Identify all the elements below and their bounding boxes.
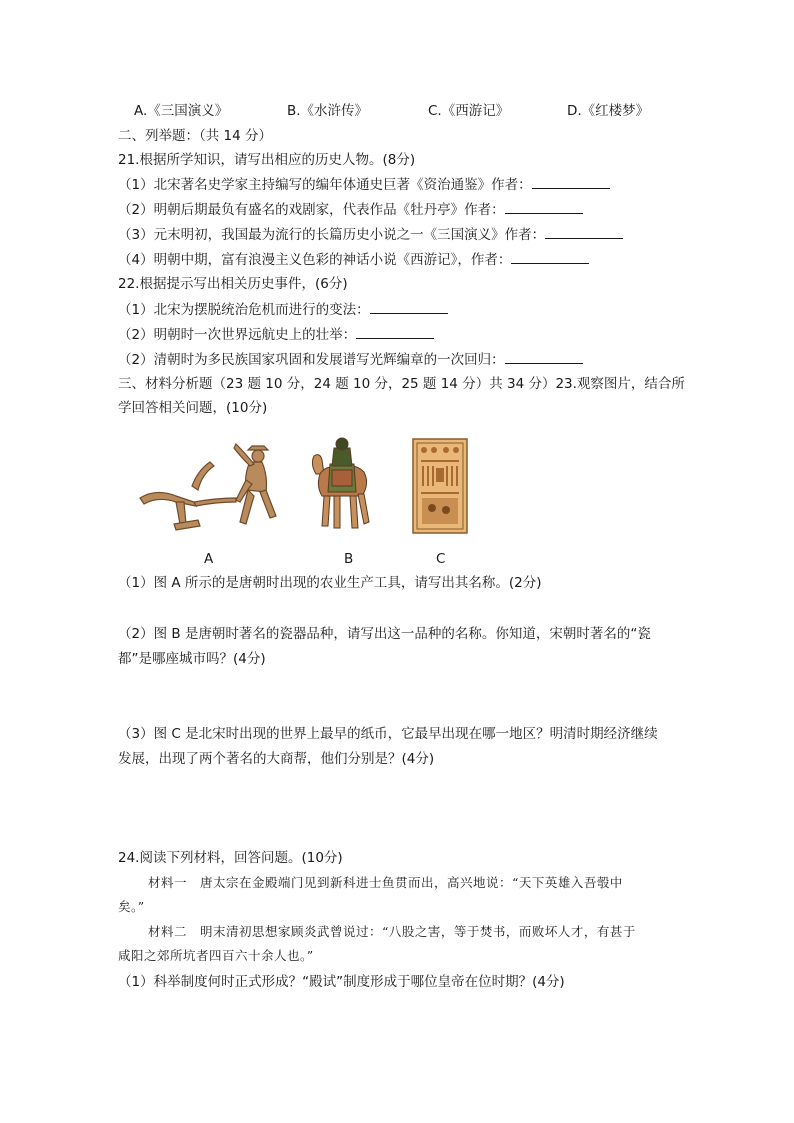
material-1-cont: 矣。”: [118, 899, 145, 914]
answer-blank[interactable]: [545, 224, 623, 239]
q23-part-1: （1）图 A 所示的是唐朝时出现的农业生产工具，请写出其名称。(2分): [118, 575, 542, 591]
option-a: A.《三国演义》: [134, 103, 229, 119]
section2-heading: 二、列举题：（共 14 分）: [118, 128, 273, 144]
material-2: 材料二 明末清初思想家顾炎武曾说过：“八股之害，等于焚书，而败坏人才，有甚于: [148, 924, 636, 939]
q23-part-2: （2）图 B 是唐朝时著名的瓷器品种，请写出这一品种的名称。你知道，宋朝时著名的“瓷: [118, 626, 651, 642]
answer-blank[interactable]: [505, 349, 583, 364]
q21-item-1: （1）北宋著名史学家主持编写的编年体通史巨著《资治通鉴》作者：: [118, 174, 610, 195]
answer-blank[interactable]: [511, 249, 589, 264]
answer-blank[interactable]: [532, 174, 610, 189]
q23-part-2-cont: 都”是哪座城市吗？(4分): [118, 651, 266, 667]
q22-item-2: （2）明朝时一次世界远航史上的壮举：: [118, 324, 434, 345]
q23-part-3-cont: 发展，出现了两个著名的大商帮，他们分别是？(4分): [118, 751, 435, 767]
q22-item-1: （1）北宋为摆脱统治危机而进行的变法：: [118, 299, 448, 320]
q21-item-4: （4）明朝中期，富有浪漫主义色彩的神话小说《西游记》，作者：: [118, 249, 589, 270]
material-1: 材料一 唐太宗在金殿端门见到新科进士鱼贯而出，高兴地说：“天下英雄入吾彀中: [148, 875, 623, 890]
q24-part-1: （1）科举制度何时正式形成？“殿试”制度形成于哪位皇帝在位时期？(4分): [118, 974, 565, 990]
q22-title: 22.根据提示写出相关历史事件，(6分): [118, 276, 348, 292]
answer-blank[interactable]: [356, 324, 434, 339]
answer-blank[interactable]: [505, 199, 583, 214]
q22-item-3: （2）清朝时为多民族国家巩固和发展谱写光辉编章的一次回归：: [118, 349, 583, 370]
material-2-cont: 咸阳之郊所坑者四百六十余人也。”: [118, 948, 314, 963]
section3-heading-cont: 学回答相关问题，(10分): [118, 400, 268, 416]
option-b: B.《水浒传》: [287, 103, 369, 119]
jiaozi-banknote-icon: [412, 438, 468, 534]
section3-heading: 三、材料分析题（23 题 10 分，24 题 10 分，25 题 14 分）共 34 分）23.观察图片，结合所: [118, 376, 685, 392]
caption-a: A: [204, 551, 214, 567]
option-d: D.《红楼梦》: [567, 103, 650, 119]
option-c: C.《西游记》: [428, 103, 510, 119]
q21-item-2: （2）明朝后期最负有盛名的戏剧家，代表作品《牡丹亭》作者：: [118, 199, 583, 220]
answer-blank[interactable]: [370, 299, 448, 314]
q24-title: 24.阅读下列材料，回答问题。(10分): [118, 850, 343, 866]
caption-c: C: [436, 551, 446, 567]
caption-b: B: [344, 551, 354, 567]
q23-part-3: （3）图 C 是北宋时出现的世界上最早的纸币，它最早出现在哪一地区？明清时期经济继续: [118, 726, 658, 742]
tang-tricolor-camel-icon: [306, 434, 376, 534]
q21-title: 21.根据所学知识，请写出相应的历史人物。(8分): [118, 152, 416, 168]
plowing-farmer-icon: [136, 440, 282, 536]
q21-item-3: （3）元末明初，我国最为流行的长篇历史小说之一《三国演义》作者：: [118, 224, 623, 245]
